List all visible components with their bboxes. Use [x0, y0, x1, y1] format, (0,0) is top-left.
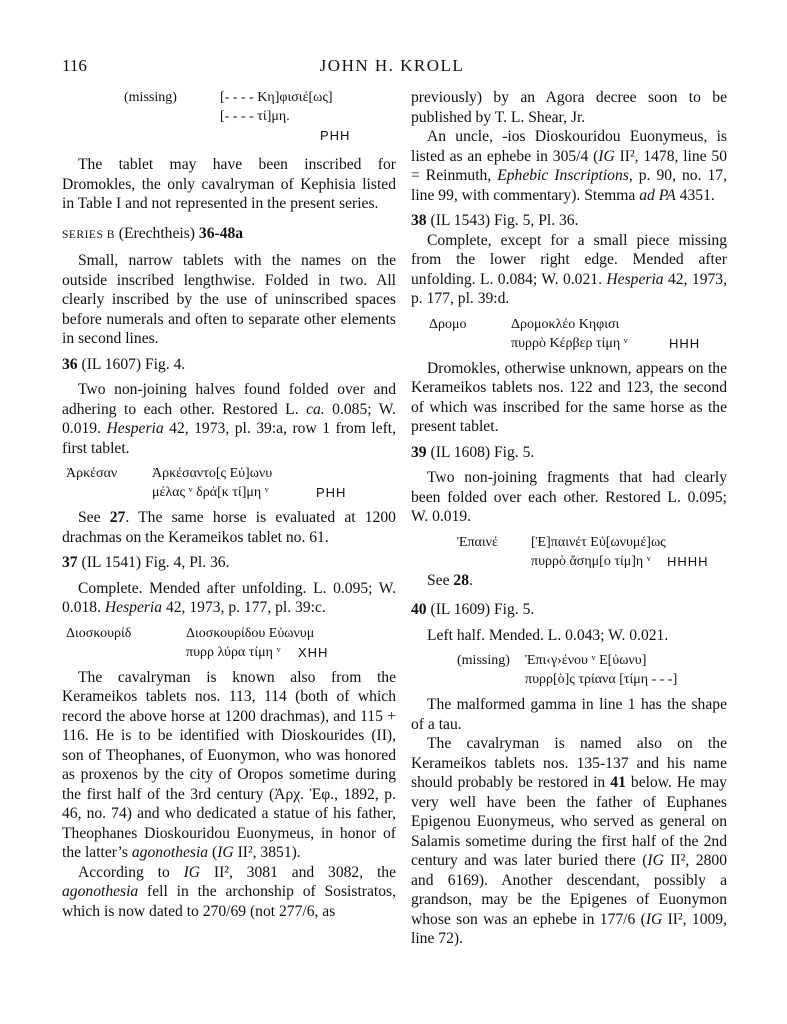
insc-line: πυρρ λύρα τίμη ᵛ: [186, 644, 281, 660]
inscription-36: [62, 464, 396, 502]
paragraph: Complete. Mended after unfolding. L. 0.095; W. 0.018. Hesperia 42, 1973, p. 177, pl. 39:c.: [62, 579, 396, 616]
running-head: JOHN H. KROLL: [319, 56, 465, 75]
paragraph: The tablet may have been inscribed for Dromokles, the only cavalryman of Kephisia listed in Table I and not represented in the present series.: [62, 156, 396, 212]
paragraph: The cavalryman is known also from the Kerameikos tablets nos. 113, 114 (both of which record the above horse at 1200 drachmas), and 115 + 116. He is to be identified with Dioskourides (II), son of Theophanes, of Euonymon, who was honored as proxenos by the city of Oropos sometime during the first half of the 3rd century (Ἀρχ. Ἐφ., 1892, p. 46, no. 74) and who dedicated a statue of his father, Theophanes Dioskouridou Euonymeus, in honor of the latter’s agonothesia (IG II², 3851).: [62, 668, 396, 861]
left-column: [62, 88, 396, 921]
insc-line: [- - - - τί]μη.: [220, 109, 290, 124]
insc-line: πυρρ[ὸ]ς τρίανα [τίμη - - -]: [525, 672, 678, 687]
insc-label: (missing): [124, 90, 177, 105]
insc-line: Διοσκουρίδου Εὐωνυμ: [186, 625, 315, 641]
insc-numeral: ΡΗΗ: [320, 128, 351, 143]
insc-label: Διοσκουρίδ: [66, 625, 132, 641]
insc-line: Δρομοκλέο Κηφισι: [511, 316, 620, 332]
insc-line: [Ἐ]παινέτ Εὐ[ωνυμέ]ως: [531, 534, 666, 550]
inscription-38: [411, 315, 727, 353]
insc-numeral: ΡΗΗ: [316, 485, 347, 500]
entry-heading-38: 38 (IL 1543) Fig. 5, Pl. 36.: [411, 212, 579, 229]
inscription-top: [62, 88, 396, 145]
paragraph: The malformed gamma in line 1 has the shape of a tau.: [411, 696, 727, 733]
paragraph: See 27. The same horse is evaluated at 1200 drachmas on the Kerameikos tablet no. 61.: [62, 509, 396, 546]
paragraph: An uncle, -ios Dioskouridou Euonymeus, is listed as an ephebe in 305/4 (IG II², 1478, line 50 = Reinmuth, Ephebic Inscriptions, p. 90, no. 17, line 99, with commentary). Stemma ad PA 4351.: [411, 128, 727, 204]
insc-numeral: ΗΗΗ: [669, 335, 701, 351]
paragraph: See 28.: [427, 571, 473, 589]
paragraph: Two non-joining halves found folded over and adhering to each other. Restored L. ca. 0.085; W. 0.019. Hesperia 42, 1973, pl. 39:a, row 1 from left, first tablet.: [62, 381, 396, 457]
paragraph: According to IG II², 3081 and 3082, the agonothesia fell in the archonship of Sosistratos, which is now dated to 270/69 (not 277/6, as: [62, 863, 397, 920]
paragraph: Two non-joining fragments that had clearly been folded over each other. Restored L. 0.095; W. 0.019.: [411, 469, 727, 525]
insc-line: μέλας ᵛ δρά[κ τί]μη ᵛ: [152, 485, 269, 500]
paragraph: Small, narrow tablets with the names on the outside inscribed lengthwise. Folded in two. All clearly inscribed by the use of uninscribed spaces before numerals and often to separate other elements in second lines.: [62, 252, 396, 347]
insc-numeral: ΧΗΗ: [298, 644, 329, 660]
paragraph: previously) by an Agora decree soon to be published by T. L. Shear, Jr.: [411, 89, 727, 126]
insc-line: Ἐπι‹γ›ένου ᵛ Ε[ὐωνυ]: [525, 653, 647, 668]
insc-numeral: ΗΗΗΗ: [667, 553, 709, 569]
inscription-37: [62, 624, 396, 662]
entry-heading-40: 40 (IL 1609) Fig. 5.: [411, 601, 535, 618]
paragraph: Dromokles, otherwise unknown, appears on the Kerameikos tablets nos. 122 and 123, the second of which was inscribed for the same horse as the present tablet.: [411, 359, 727, 435]
insc-line: πυρρὸ ἄσημ[ο τίμ]η ᵛ: [531, 553, 651, 569]
insc-line: Ἀρκέσαντο[ς Εὐ]ωνυ: [152, 466, 273, 481]
page-header: [62, 56, 722, 80]
paragraph: The cavalryman is named also on the Kerameikos tablets nos. 135-137 and his name should probably be restored in 41 below. He may very well have been the father of Euphanes Epigenou Euonymeus, who served as general on Salamis sometime during the first half of the 2nd century and was later buried there (IG II², 2800 and 6169). Another descendant, possibly a grandson, may be the Epigenes of Euonymon whose son was an ephebe in 177/6 (IG II², 1009, line 72).: [411, 735, 727, 947]
insc-line: πυρρὸ Κέρβερ τίμη ᵛ: [511, 335, 628, 351]
entry-heading-37: 37 (IL 1541) Fig. 4, Pl. 36.: [62, 554, 230, 571]
entry-heading-39: 39 (IL 1608) Fig. 5.: [411, 443, 535, 461]
series-tribe: (Erechtheis): [118, 224, 195, 242]
series-range: 36-48a: [198, 224, 244, 242]
inscription-39: [411, 533, 727, 571]
insc-label: Ἀρκέσαν: [66, 466, 118, 481]
right-column: [411, 88, 727, 949]
page-number: 116: [62, 56, 87, 75]
paragraph: Left half. Mended. L. 0.043; W. 0.021.: [427, 626, 669, 644]
insc-label: Ἐπαινέ: [457, 534, 498, 550]
insc-label: (missing): [457, 653, 510, 668]
insc-label: Δρομο: [429, 316, 467, 332]
entry-heading-36: 36 (IL 1607) Fig. 4.: [62, 355, 186, 373]
paragraph: Complete, except for a small piece missing from the lower right edge. Mended after unfolding. L. 0.084; W. 0.021. Hesperia 42, 1973, p. 177, pl. 39:d.: [411, 231, 728, 307]
series-label: SERIES B: [62, 228, 115, 241]
insc-line: [- - - - Κη]φισιέ[ως]: [220, 90, 333, 105]
series-heading: [62, 224, 396, 246]
inscription-40: [411, 651, 727, 689]
